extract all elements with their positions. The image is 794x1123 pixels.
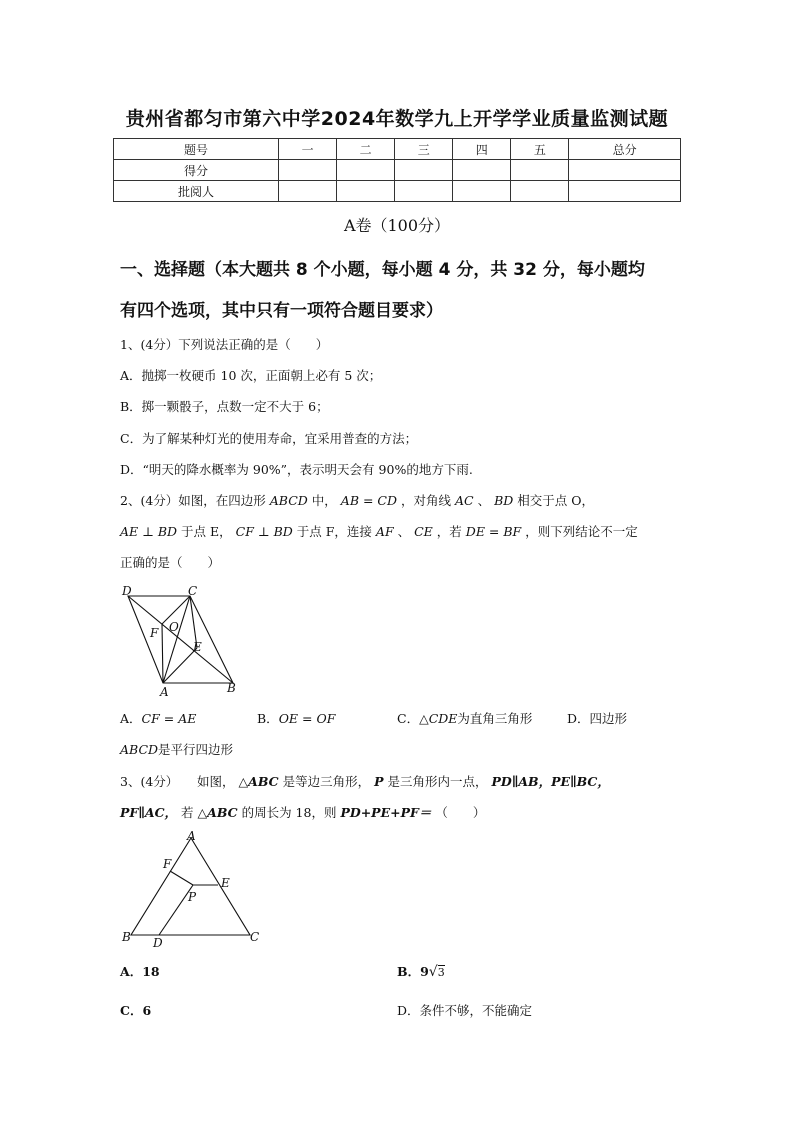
row-label: 批阅人 (114, 181, 279, 202)
volume-heading: A卷（100分） (343, 216, 451, 235)
text: 的周长为 18，则 (241, 805, 337, 820)
q3-stem-line2 (120, 803, 485, 821)
q2-figure (118, 582, 240, 700)
text: 是等边三角形， (282, 774, 371, 789)
segment-pf (170, 871, 193, 885)
q2-stem-line3: 正确的是（ ） (120, 555, 221, 570)
math: BD (494, 493, 514, 508)
label-o: O (169, 620, 179, 634)
label-a: A (187, 829, 196, 843)
text: （ ） (435, 805, 486, 820)
label-b: B (227, 681, 236, 695)
text: 2、(4分）如图，在四边形 (120, 493, 266, 508)
text: 于点 E， (181, 524, 232, 539)
text: 为直角三角形 (457, 711, 533, 726)
section-heading-line2: 有四个选项，其中只有一项符合题目要求） (120, 301, 443, 321)
grader-row (114, 181, 681, 202)
math: △ABC (197, 805, 238, 820)
text: ，则下列结论不一定 (525, 524, 638, 539)
q3-stem-line1 (120, 772, 610, 790)
text: 3、(4分） 如图， (120, 774, 235, 789)
grader-cell[interactable] (279, 181, 337, 202)
text: B．9 (397, 964, 429, 979)
triangle-abc (131, 838, 250, 935)
q1-option-d: D．“明天的降水概率为 90%”，表示明天会有 90%的地方下雨. (120, 462, 473, 477)
label-f: F (150, 626, 159, 640)
math: AC (455, 493, 474, 508)
section-heading-line1: 一、选择题（本大题共 8 个小题，每小题 4 分，共 32 分，每小题均 (120, 260, 645, 280)
math: OE = OF (278, 711, 336, 726)
label-b: B (122, 930, 131, 944)
math: PD∥AB，PE∥BC， (491, 774, 610, 789)
text: 于点 F，连接 (296, 524, 372, 539)
text: B． (257, 711, 279, 726)
q3-option-c: C．6 (120, 1003, 152, 1018)
header-cell: 一 (279, 139, 337, 160)
header-cell: 二 (337, 139, 395, 160)
header-cell: 四 (453, 139, 511, 160)
score-table-header-row (114, 139, 681, 160)
q3-option-a: A．18 (120, 964, 160, 979)
label-d: D (122, 584, 132, 598)
math: △ABC (238, 774, 279, 789)
score-cell[interactable] (453, 160, 511, 181)
label-a: A (160, 685, 169, 699)
score-cell[interactable] (337, 160, 395, 181)
text: ，对角线 (401, 493, 452, 508)
math: ABCD (120, 742, 159, 757)
segment-af (162, 624, 163, 683)
label-c: C (250, 930, 260, 944)
q2-option-c (397, 709, 532, 727)
label-d: D (153, 936, 163, 950)
math: DE = BF (465, 524, 522, 539)
text: 、 (477, 493, 491, 508)
math: AB = CD (340, 493, 398, 508)
score-cell[interactable] (511, 160, 569, 181)
score-table (113, 138, 681, 202)
math: PD+PE+PF＝ (340, 805, 432, 820)
score-row (114, 160, 681, 181)
math: AF (375, 524, 394, 539)
grader-cell[interactable] (511, 181, 569, 202)
score-cell[interactable] (395, 160, 453, 181)
text: ，若 (436, 524, 462, 539)
q3-option-d: D．条件不够，不能确定 (397, 1003, 533, 1018)
q2-option-a (120, 709, 196, 727)
header-cell: 题号 (114, 139, 279, 160)
q2-option-b (257, 709, 335, 727)
label-f: F (163, 857, 172, 871)
grader-cell[interactable] (453, 181, 511, 202)
q1-option-c: C．为了解某种灯光的使用寿命，宜采用普查的方法； (120, 431, 418, 446)
math: △CDE (419, 711, 458, 726)
q2-option-d: D．四边形 (567, 711, 628, 726)
q1-option-a: A．抛掷一枚硬币 10 次，正面朝上必有 5 次； (120, 368, 382, 383)
text: 相交于点 O， (517, 493, 595, 508)
page-title: 贵州省都匀市第六中学2024年数学九上开学学业质量监测试题 (125, 108, 669, 130)
q1-option-b: B．掷一颗骰子，点数一定不大于 6； (120, 399, 329, 414)
math: CF ⊥ BD (235, 524, 293, 539)
score-cell[interactable] (279, 160, 337, 181)
header-cell: 三 (395, 139, 453, 160)
label-c: C (188, 584, 198, 598)
row-label: 得分 (114, 160, 279, 181)
grader-cell[interactable] (337, 181, 395, 202)
text: 是三角形内一点， (387, 774, 488, 789)
text: 若 (181, 805, 194, 820)
header-cell: 五 (511, 139, 569, 160)
text: C． (397, 711, 420, 726)
math: P (374, 774, 384, 789)
q3-figure (118, 828, 266, 950)
text: 是平行四边形 (158, 742, 234, 757)
math: AE ⊥ BD (120, 524, 178, 539)
diagonal-bd (128, 596, 233, 683)
radicand: 3 (437, 966, 445, 979)
label-e: E (193, 640, 202, 654)
q2-stem-line2 (120, 522, 638, 540)
label-p: P (188, 890, 197, 904)
label-e: E (221, 876, 230, 890)
q3-option-b (397, 962, 445, 980)
q2-stem-line1 (120, 491, 594, 509)
q2-option-d-cont (120, 740, 233, 758)
grader-cell[interactable] (569, 181, 681, 202)
math: ABCD (269, 493, 308, 508)
math: CF = AE (141, 711, 197, 726)
text: A． (120, 711, 142, 726)
math: PF∥AC， (120, 805, 178, 820)
sqrt-sign: √ (428, 964, 438, 980)
grader-cell[interactable] (395, 181, 453, 202)
header-cell: 总分 (569, 139, 681, 160)
score-cell[interactable] (569, 160, 681, 181)
text: 中， (311, 493, 337, 508)
text: 、 (397, 524, 411, 539)
math: CE (414, 524, 433, 539)
q1-stem: 1、(4分）下列说法正确的是（ ） (120, 337, 329, 352)
